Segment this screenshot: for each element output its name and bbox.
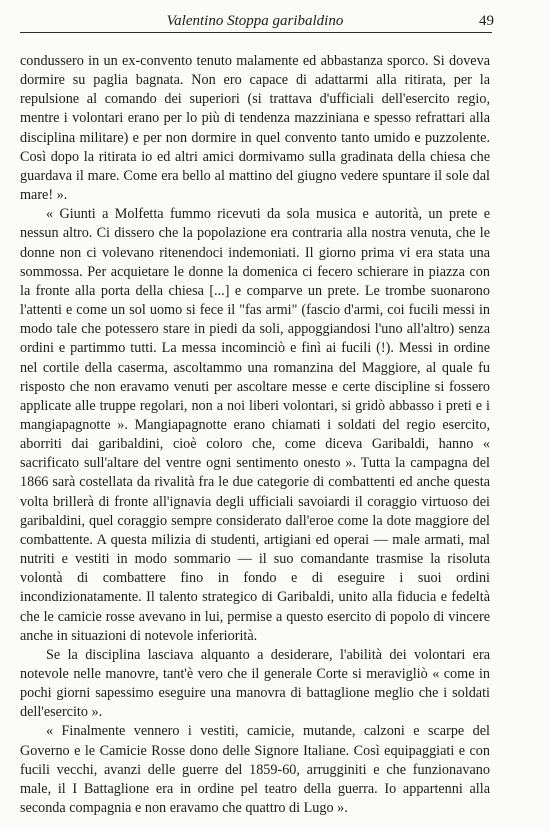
paragraph: condussero in un ex-convento tenuto malamente ed abbastanza sporco. Si doveva dormire su paglia bagnata. Non ero capace di adattarmi alla ritirata, per la repulsione al comando dei superiori (si trattava d'ufficiali dell'esercito regio, mentre i volontari erano per lo più di tendenza mazziniana e spesso refrattari alla disciplina militare) e per non dormire in quel convento tanto umido e puzzolente. Così dopo la ritirata io ed altri amici dormivamo sulla gradinata della chiesa che guardava il mare. Come era bello al mattino del giugno vedere spuntare il sole dal mare! ».: [20, 53, 490, 204]
page-number: 49: [479, 13, 494, 29]
running-title: Valentino Stoppa garibaldino: [166, 13, 344, 29]
body-text: [20, 52, 490, 818]
header-rule: [20, 32, 492, 33]
page-header: [20, 8, 494, 34]
paragraph: « Giunti a Molfetta fummo ricevuti da sola musica e autorità, un prete e nessun altro. Ci dissero che la popolazione era contraria alla nostra venuta, che le donne non ci volevano ritenendoci indemoniati. Il giorno prima vi era stata una sommossa. Per acquietare le donne la domenica ci fecero schierare in piazza con la fronte alla porta della chiesa [...] e comparve un prete. Le trombe suonarono l'attenti e come un sol uomo si fece il "fas armi" (fascio d'armi, coi fucili messi in modo tale che potessero stare in piedi da soli, appoggiandosi l'uno all'altro) senza ordini e partimmo tutti. La messa incominciò e finì ai fucili (!). Messi in ordine nel cortile della caserma, ascoltammo una romanzina del Maggiore, al quale fu risposto che non eravamo venuti per ascoltare messe e certe discipline si fossero applicate alle truppe regolari, non a noi liberi volontari, si gridò abbasso i preti e i mangiapagnotte ». Mangiapagnotte erano chiamati i soldati del regio esercito, aborriti dai garibaldini, cioè coloro che, come diceva Garibaldi, hanno « sacrificato sull'altare del ventre ogni sentimento onesto ». Tutta la campagna del 1866 sarà costellata da rivalità fra le due categorie di combattenti ed anche questa volta brillerà di fronte all'ignavia degli ufficiali savoiardi il coraggio virtuoso dei garibaldini, quel coraggio sempre considerato dall'eroe come la dote maggiore del combattente. A questa milizia di studenti, artigiani ed operai — male armati, mal nutriti e vestiti in modo sommario — il suo comandante trasmise la risoluta volontà di combattere fino in fondo e di eseguire i suoi ordini incondizionatamente. Il talento strategico di Garibaldi, unito alla fiducia e fedeltà che le camicie rosse avevano in lui, permise a questo esercito di popolo di vincere anche in situazioni di notevole inferiorità.: [20, 206, 490, 644]
paragraph: Se la disciplina lasciava alquanto a desiderare, l'abilità dei volontari era notevole nelle manovre, tant'è vero che il generale Corte si meravigliò « come in pochi giorni sapessimo eseguire una manovra di battaglione meglio che i soldati dell'esercito ».: [20, 646, 490, 721]
paragraph: « Finalmente vennero i vestiti, camicie, mutande, calzoni e scarpe del Governo e le Camicie Rosse dono delle Signore Italiane. Così equipaggiati e con fucili vecchi, avanzi delle guerre del 1859-60, arrugginiti e che funzionavano male, il I Battaglione era in ordine pel teatro della guerra. Io appartenni alla seconda compagnia e non eravamo che quattro di Lugo ».: [20, 723, 490, 817]
